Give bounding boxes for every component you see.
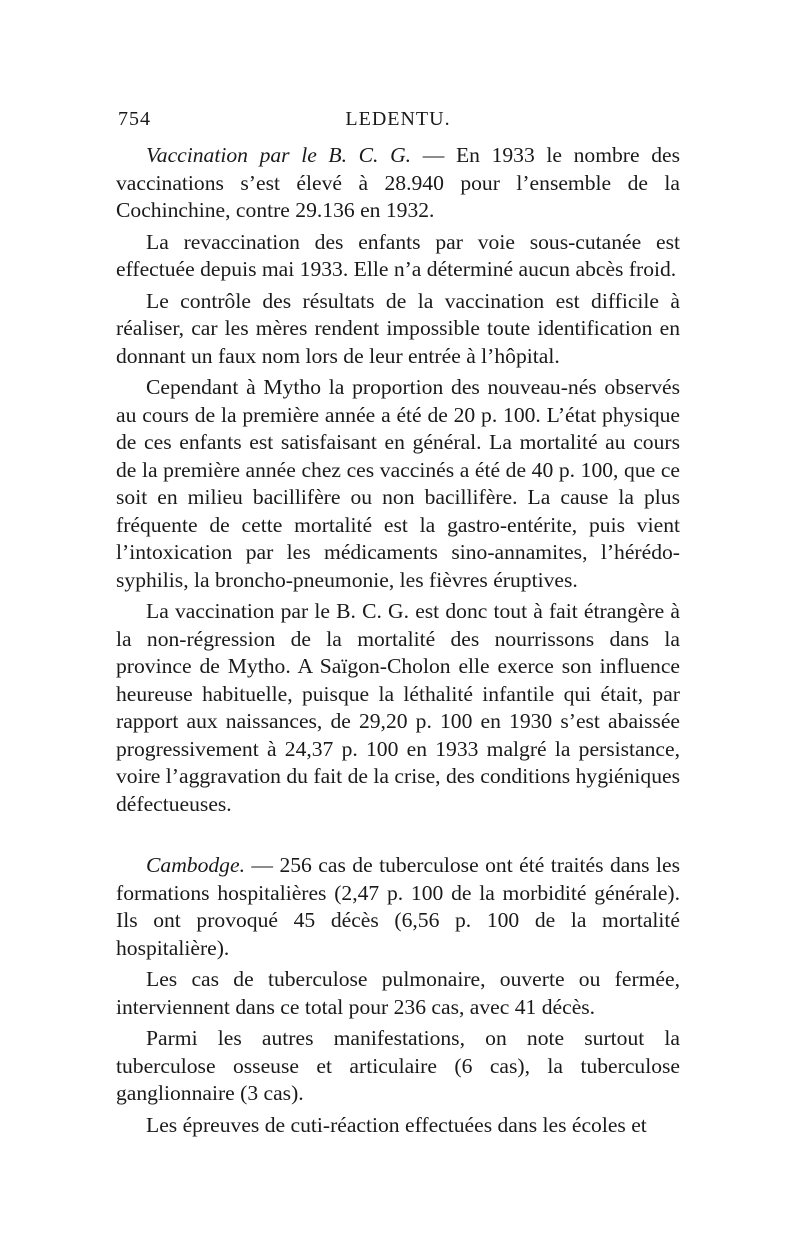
paragraph-mytho-observations: Cependant à Mytho la proportion des nouveau-nés observés au cours de la première année a été de 20 p. 100. L’état physique de ces enfants est satisfaisant en général. La mortalité au cours de la première année chez ces vaccinés a été de 40 p. 100, que ce soit en milieu bacillifère ou non bacillifère. La cause la plus fréquente de cette mortalité est la gastro-entérite, puis vient l’intoxication par les médicaments sino-annamites, l’hérédo-syphilis, la broncho-pneumonie, les fièvres éruptives. bbox=[116, 375, 680, 592]
page-number: 754 bbox=[118, 108, 151, 130]
paragraph-lead: Vaccination par le B. C. G. bbox=[146, 143, 412, 167]
paragraph-tuberculose-pulmonaire: Les cas de tuberculose pulmonaire, ouverte ou fermée, interviennent dans ce total pour 236 cas, avec 41 décès. bbox=[116, 967, 680, 1019]
document-page bbox=[116, 108, 680, 1139]
paragraph-cambodge bbox=[116, 852, 680, 962]
paragraph-vaccination-bcg bbox=[116, 142, 680, 225]
paragraph-controle-resultats: Le contrôle des résultats de la vaccination est difficile à réaliser, car les mères rendent impossible toute identification en donnant un faux nom lors de leur entrée à l’hôpital. bbox=[116, 288, 680, 368]
paragraph-text: — 256 cas de tuberculose ont été traités dans les formations hospitalières (2,47 p. 100 de la morbidité générale). Ils ont provoqué 45 décès (6,56 p. 100 de la mortalité hospitalière). bbox=[116, 853, 680, 960]
paragraph-mortalite-nourrissons: La vaccination par le B. C. G. est donc tout à fait étrangère à la non-régression de la mortalité des nourrissons dans la province de Mytho. A Saïgon-Cholon elle exerce son influence heureuse habituelle, puisque la léthalité infantile qui était, par rapport aux naissances, de 29,20 p. 100 en 1930 s’est abaissée progressivement à 24,37 p. 100 en 1933 malgré la persistance, voire l’aggravation du fait de la crise, des conditions hygiéniques défectueuses. bbox=[116, 599, 680, 816]
paragraph-autres-manifestations: Parmi les autres manifestations, on note surtout la tuberculose osseuse et articulaire (6 cas), la tuberculose ganglionnaire (3 cas). bbox=[116, 1026, 680, 1105]
running-head bbox=[116, 108, 680, 142]
running-title: LEDENTU. bbox=[345, 108, 451, 130]
paragraph-text: — En 1933 le nombre des vaccinations s’est élevé à 28.940 pour l’ensemble de la Cochinchine, contre 29.136 en 1932. bbox=[116, 143, 680, 222]
paragraph-lead: Cambodge. bbox=[146, 853, 245, 877]
paragraph-cuti-reaction: Les épreuves de cuti-réaction effectuées dans les écoles et bbox=[146, 1112, 647, 1137]
paragraph-revaccination: La revaccination des enfants par voie sous-cutanée est effectuée depuis mai 1933. Elle n’a déterminé aucun abcès froid. bbox=[116, 229, 680, 281]
